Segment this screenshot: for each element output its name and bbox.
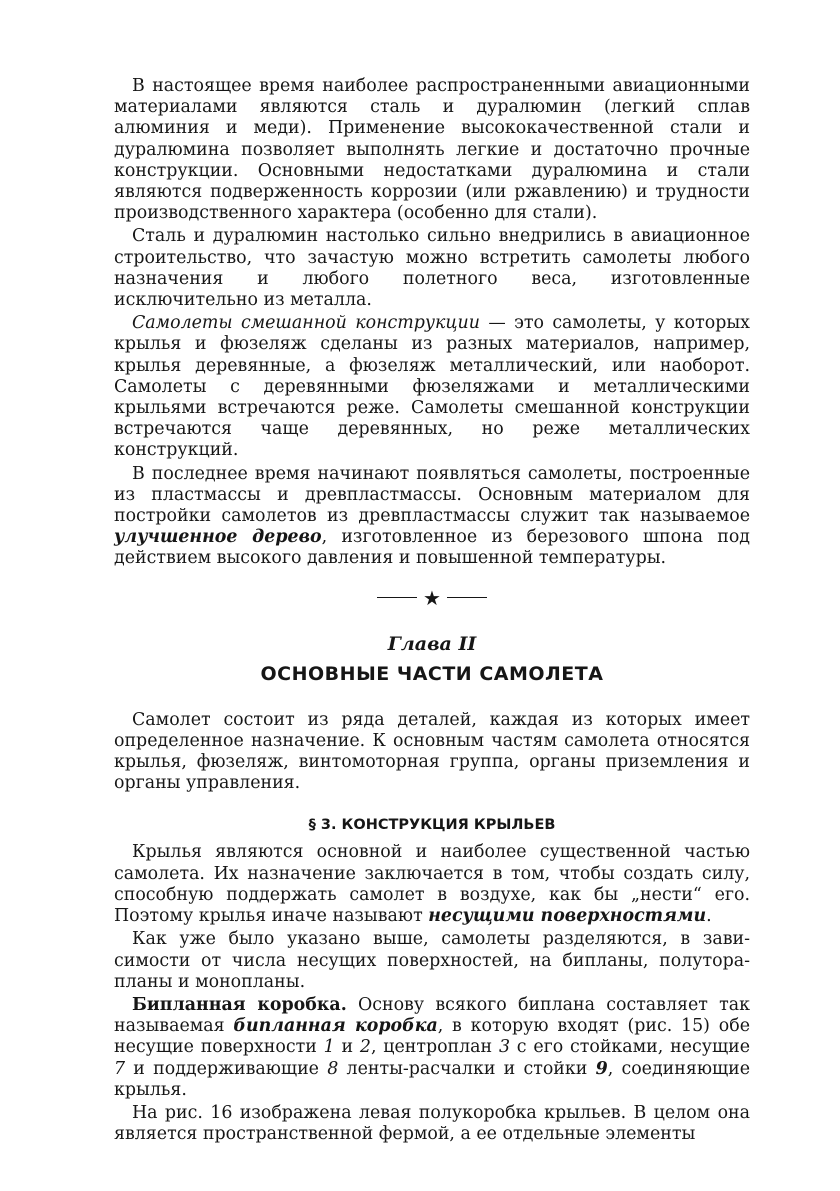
biplane-text-g: , соединяющие крылья. xyxy=(114,1058,751,1100)
paragraph-biplane-box xyxy=(114,995,750,1101)
chapter-label: Глава II xyxy=(387,632,477,655)
divider-rule-right xyxy=(447,597,487,598)
paragraph-plastic-aircraft-end: , изготовленное из березового шпона под действием высокого давления и повышенной температуры. xyxy=(114,527,750,569)
lead-biplane-box: Бипланная коробка. xyxy=(132,994,347,1015)
paragraph-wings-purpose-end: . xyxy=(706,906,712,927)
paragraph-wings-purpose xyxy=(114,842,750,927)
paragraph-mixed-construction xyxy=(114,313,750,461)
paragraph-plane-types: Как уже было указано выше, самолеты разделяются, в зависимости от числа несущих поверхностей, на бипланы, полуторапланы и монопланы. xyxy=(114,929,750,992)
spacer xyxy=(114,688,750,710)
term-biplane-box: бипланная коробка xyxy=(233,1016,438,1037)
term-improved-wood: улучшенное дерево xyxy=(114,527,322,548)
term-lifting-surfaces: несущими поверхностями xyxy=(428,906,707,927)
figure-ref-2: 2 xyxy=(359,1037,371,1058)
biplane-text-a: Основу всякого биплана составляет так называемая xyxy=(114,994,750,1037)
section-heading: § 3. КОНСТРУКЦИЯ КРЫЛЬЕВ xyxy=(308,817,556,834)
chapter-title: ОСНОВНЫЕ ЧАСТИ САМОЛЕТА xyxy=(260,662,604,685)
figure-ref-9: 9 xyxy=(595,1058,608,1079)
paragraph-mixed-construction-body: — это самолеты, у которых крылья и фюзеляж сделаны из разных материалов, например, крылья деревянные, а фюзеляж металлический, или наоборот. Самолеты с деревянными фюзеляжами и металлическими крыльями встречаются реже. Самолеты смешанной конструкции встречаются чаще деревянных, но реже металлических конструкций. xyxy=(114,313,750,461)
figure-ref-3: 3 xyxy=(498,1037,511,1058)
figure-ref-7: 7 xyxy=(114,1058,126,1079)
biplane-text-c: , центроплан xyxy=(370,1037,499,1058)
biplane-text-f: ленты-расчалки и стойки xyxy=(338,1058,596,1079)
biplane-and: и xyxy=(334,1037,360,1058)
star-icon: ★ xyxy=(423,585,441,610)
paragraph-chapter-intro: Самолет состоит из ряда деталей, каждая из которых имеет определенное назначение. К основным частям самолета относятся крылья, фюзеляж, винтомоторная группа, органы приземления и органы управления. xyxy=(114,709,750,794)
biplane-text-e: и поддерживающие xyxy=(125,1058,328,1079)
biplane-text-d: с его стойками, несущие xyxy=(510,1037,751,1058)
text-column xyxy=(114,76,750,1145)
paragraph-metal-aircraft: Сталь и дуралюмин настолько сильно внедрились в авиационное строительство, что зачастую можно встретить самолеты любого назначения и любого полетного веса, изготовленные исключительно из металла. xyxy=(114,226,750,311)
paragraph-plastic-aircraft xyxy=(114,464,750,570)
paragraph-aviation-materials: В настоящее время наиболее распространенными авиационными материалами являются сталь и дуралюмин (легкий сплав алюминия и меди). Применение высококачественной стали и дуралюмина позволяет выполнять легкие и достаточно прочные конструкции. Основными недостатками дуралюмина и стали являются подверженность коррозии (или ржавлению) и трудности производственного характера (особенно для стали). xyxy=(114,76,750,224)
paragraph-wings-purpose-start: Крылья являются основной и наиболее существенной частью самолета. Их назначение заключается в том, чтобы создать силу, способную поддержать самолет в воздухе, как бы „нести“ его. Поэтому крылья иначе называют xyxy=(114,842,750,927)
term-mixed-construction: Самолеты смешанной конструкции xyxy=(132,313,480,334)
section-divider xyxy=(114,585,750,610)
figure-ref-1: 1 xyxy=(323,1037,335,1058)
paragraph-plastic-aircraft-start: В последнее время начинают появляться самолеты, построенные из пластмассы и древпластмассы. Основным материалом для постройки самолетов из древпластмассы служит так называемое xyxy=(114,463,750,527)
paragraph-half-box: На рис. 16 изображена левая полукоробка крыльев. В целом она является пространственной фермой, а ее отдельные элементы xyxy=(114,1102,750,1145)
divider-rule-left xyxy=(377,597,417,598)
biplane-text-b: , в которую входят (рис. 15) обе несущие поверхности xyxy=(114,1016,750,1058)
figure-ref-8: 8 xyxy=(327,1058,339,1079)
